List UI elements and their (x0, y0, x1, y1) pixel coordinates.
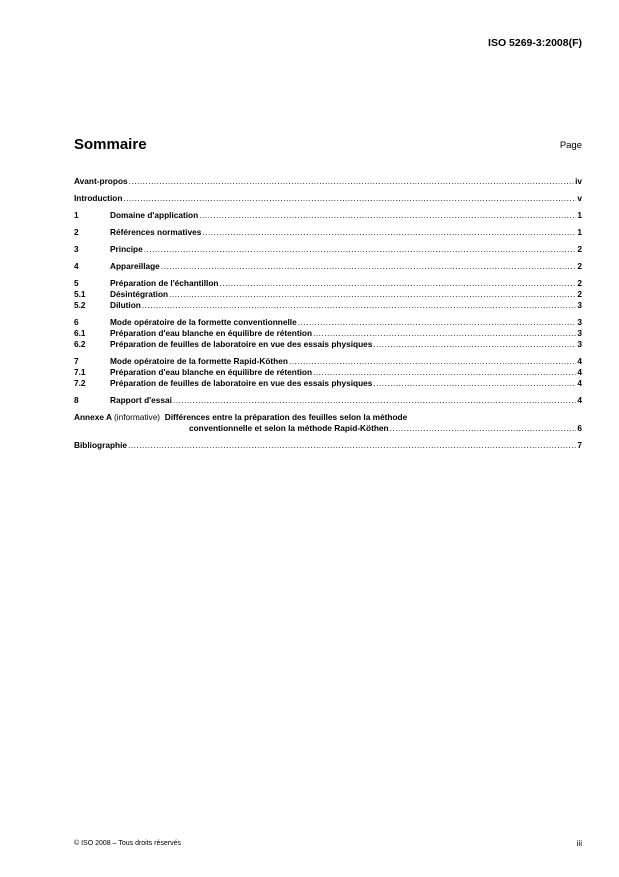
toc-entry-page-number: 4 (577, 395, 582, 405)
toc-entry[interactable] (74, 176, 582, 187)
toc-entry-label: Domaine d'application (110, 210, 199, 220)
toc-entry-annex-a[interactable] (74, 412, 582, 434)
toc-entry-page-number: iv (575, 176, 582, 186)
annex-title-line2: conventionnelle et selon la méthode Rapid-Köthen (189, 423, 389, 433)
leader-dots (390, 423, 577, 434)
toc-entry-number: 7.2 (74, 378, 86, 388)
toc-entry-label: Préparation de feuilles de laboratoire en vue des essais physiques (110, 378, 373, 388)
annex-prefix: Annexe A (74, 412, 112, 422)
toc-entry-label: Mode opératoire de la formette conventionnelle (110, 317, 297, 327)
toc-entry-number: 4 (74, 261, 79, 271)
leader-dots (173, 395, 576, 406)
leader-dots (123, 193, 576, 204)
toc-entry[interactable] (74, 339, 582, 350)
toc-entry-number: 7.1 (74, 367, 86, 377)
page-column-label: Page (559, 140, 582, 151)
toc-entry-label: Références normatives (110, 227, 202, 237)
document-code: ISO 5269-3:2008(F) (488, 37, 582, 49)
toc-entry-page-number: 2 (577, 289, 582, 299)
toc-entry-page-number: 4 (577, 367, 582, 377)
toc-entry[interactable] (74, 193, 582, 204)
toc-entry-page-number: 1 (577, 210, 582, 220)
leader-dots (199, 210, 576, 221)
leader-dots (313, 367, 576, 378)
leader-dots (313, 328, 576, 339)
leader-dots (298, 317, 577, 328)
leader-dots (219, 278, 576, 289)
toc-entry-page-number: 2 (577, 261, 582, 271)
toc-entry-page-number: 3 (577, 300, 582, 310)
toc-entry-label: Introduction (74, 193, 123, 203)
toc-entry-label: Avant-propos (74, 176, 128, 186)
leader-dots (289, 356, 576, 367)
toc-entry[interactable] (74, 378, 582, 389)
toc-entry-page-number: 1 (577, 227, 582, 237)
leader-dots (142, 300, 577, 311)
toc-entry-number: 2 (74, 227, 79, 237)
toc-entry-number: 6 (74, 317, 79, 327)
toc-entry-bibliography[interactable] (74, 440, 582, 451)
toc-entry[interactable] (74, 395, 582, 406)
page-title: Sommaire (74, 136, 147, 153)
toc-entry-label: Préparation de l'échantillon (110, 278, 219, 288)
toc-entry[interactable] (74, 289, 582, 300)
toc-entry[interactable] (74, 367, 582, 378)
toc-entry[interactable] (74, 210, 582, 221)
toc-entry-number: 8 (74, 395, 79, 405)
toc-entry[interactable] (74, 227, 582, 238)
leader-dots (373, 339, 576, 350)
toc-entry[interactable] (74, 278, 582, 289)
annex-page-number: 6 (577, 423, 582, 433)
toc-entry-number: 6.1 (74, 328, 86, 338)
annex-title-line1: Différences entre la préparation des feuilles selon la méthode (164, 412, 408, 422)
toc-entry-number: 5 (74, 278, 79, 288)
toc-entry-label: Principe (110, 244, 143, 254)
toc-entry-label: Dilution (110, 300, 141, 310)
toc-entry-page-number: v (577, 193, 582, 203)
toc-entry-page-number: 3 (577, 339, 582, 349)
leader-dots (169, 289, 576, 300)
toc-entry-page-number: 3 (577, 317, 582, 327)
toc-entry-number: 5.2 (74, 300, 86, 310)
leader-dots (129, 176, 574, 187)
toc-entry-page-number: 4 (577, 356, 582, 366)
toc-entry-page-number: 2 (577, 244, 582, 254)
toc-entry[interactable] (74, 328, 582, 339)
toc-entry-label: Mode opératoire de la formette Rapid-Köthen (110, 356, 288, 366)
annex-qualifier: (informative) (113, 412, 161, 422)
toc-entry[interactable] (74, 300, 582, 311)
toc-entry-label: Rapport d'essai (110, 395, 172, 405)
toc-entry-label: Appareillage (110, 261, 160, 271)
toc-entry-number: 5.1 (74, 289, 86, 299)
leader-dots (202, 227, 576, 238)
toc-entry-number: 3 (74, 244, 79, 254)
bibliography-page-number: 7 (577, 440, 582, 450)
leader-dots (144, 244, 577, 255)
copyright-notice: © ISO 2008 – Tous droits réservés (74, 840, 181, 847)
leader-dots (161, 261, 577, 272)
toc-entry-number: 6.2 (74, 339, 86, 349)
leader-dots (373, 378, 576, 389)
toc-entry-label: Désintégration (110, 289, 169, 299)
toc-entry[interactable] (74, 317, 582, 328)
toc-entry[interactable] (74, 244, 582, 255)
toc-entry[interactable] (74, 356, 582, 367)
toc-entry-page-number: 3 (577, 328, 582, 338)
toc-entry-label: Préparation d'eau blanche en équilibre de rétention (110, 328, 313, 338)
toc-entry-number: 7 (74, 356, 79, 366)
toc-entry-label: Préparation d'eau blanche en équilibre de rétention (110, 367, 313, 377)
toc-entry-page-number: 2 (577, 278, 582, 288)
footer-page-number: iii (576, 839, 582, 848)
toc-entry-number: 1 (74, 210, 79, 220)
bibliography-label: Bibliographie (74, 440, 128, 450)
toc-entry[interactable] (74, 261, 582, 272)
toc-entry-label: Préparation de feuilles de laboratoire en vue des essais physiques (110, 339, 373, 349)
leader-dots (128, 440, 576, 451)
table-of-contents (74, 176, 582, 451)
toc-entry-page-number: 4 (577, 378, 582, 388)
